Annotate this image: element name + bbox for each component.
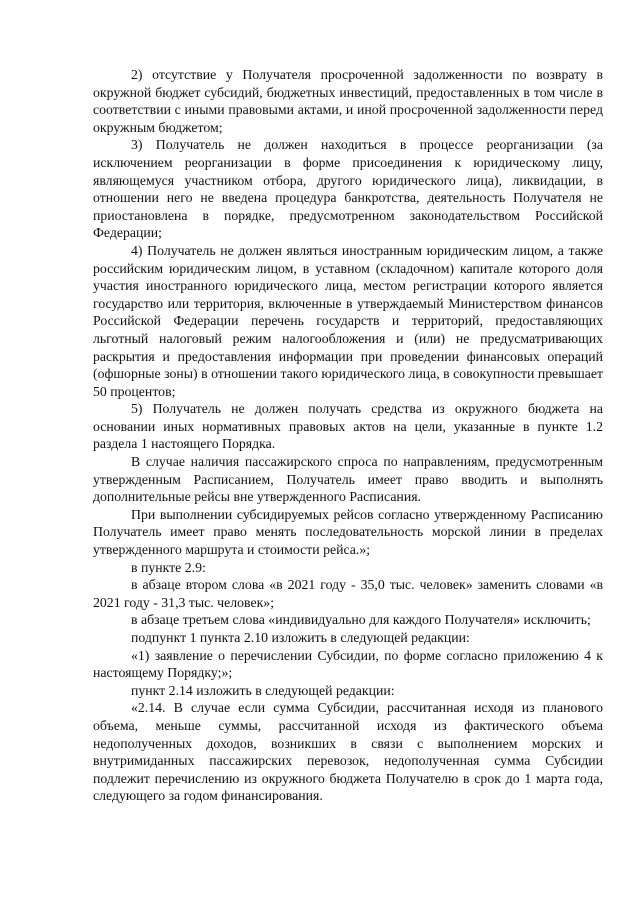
paragraph-second-abzac: в абзаце втором слова «в 2021 году - 35,0 тыс. человек» заменить словами «в 2021 году - 31,3 тыс. человек»; (93, 577, 603, 610)
paragraph-2-14-text: «2.14. В случае если сумма Субсидии, рассчитанная исходя из планового объема, меньше суммы, рассчитанной исходя из фактического объема недополученных доходов, возникших в связи с выполнением морских и внутримиданных пассажирских перевозок, недополученная сумма Субсидии подлежит перечислению из окружного бюджета Получателю в срок до 1 марта года, следующего за годом финансирования. (93, 700, 603, 804)
paragraph-application: «1) заявление о перечислении Субсидии, по форме согласно приложению 4 к настоящему Порядку;»; (93, 647, 603, 681)
paragraph-point-2-9: в пункте 2.9: (131, 559, 206, 575)
paragraph-additional-trips: В случае наличия пассажирского спроса по направлениям, предусмотренным утвержденным Расписанием, Получатель имеет право вводить и выполнять дополнительные рейсы вне утвержденного Расписания. (93, 454, 603, 505)
paragraph-item-5-other-funds: 5) Получатель не должен получать средства из окружного бюджета на основании иных нормативных правовых актов на цели, указанные в пункте 1.2 раздела 1 настоящего Порядка. (93, 401, 603, 452)
paragraph-subpoint-2-10: подпункт 1 пункта 2.10 изложить в следующей редакции: (131, 630, 470, 645)
paragraph-third-abzac: в абзаце третьем слова «индивидуально для каждого Получателя» исключить; (131, 612, 591, 628)
paragraph-route-sequence: При выполнении субсидируемых рейсов согласно утвержденному Расписанию Получатель имеет право менять последовательность морской линии в пределах утвержденного маршрута и стоимости рейса.»; (93, 506, 603, 558)
paragraph-item-4-foreign-entity: 4) Получатель не должен являться иностранным юридическим лицом, а также российским юридическим лицом, в уставном (складочном) капитале которого доля участия иностранного юридического лица, местом регистрации которого является государство или территория, включенные в утверждаемый Министерством финансов Российской Федерации перечень государств и территорий, предоставляющих льготный налоговый режим налогообложения и (или) не предусматривающих раскрытия и предоставления информации при проведении финансовых операций (офшорные зоны) в отношении такого юридического лица, в совокупности превышает 50 процентов; (93, 242, 603, 399)
paragraph-item-3-reorganization: 3) Получатель не должен находиться в процессе реорганизации (за исключением реорганизации в форме присоединения к юридическому лицу, являющемуся участником отбора, другого юридического лица), ликвидации, в отношении него не введена процедура банкротства, деятельность Получателя не приостановлена в порядке, предусмотренном законодательством Российской Федерации; (93, 137, 603, 241)
paragraph-item-2-arrears: 2) отсутствие у Получателя просроченной задолженности по возврату в окружной бюджет субсидий, бюджетных инвестиций, предоставленных в том числе в соответствии с иными правовыми актами, и иной просроченной задолженности перед окружным бюджетом; (93, 67, 603, 135)
paragraph-point-2-14: пункт 2.14 изложить в следующей редакции: (131, 682, 395, 698)
document-body (93, 66, 603, 805)
